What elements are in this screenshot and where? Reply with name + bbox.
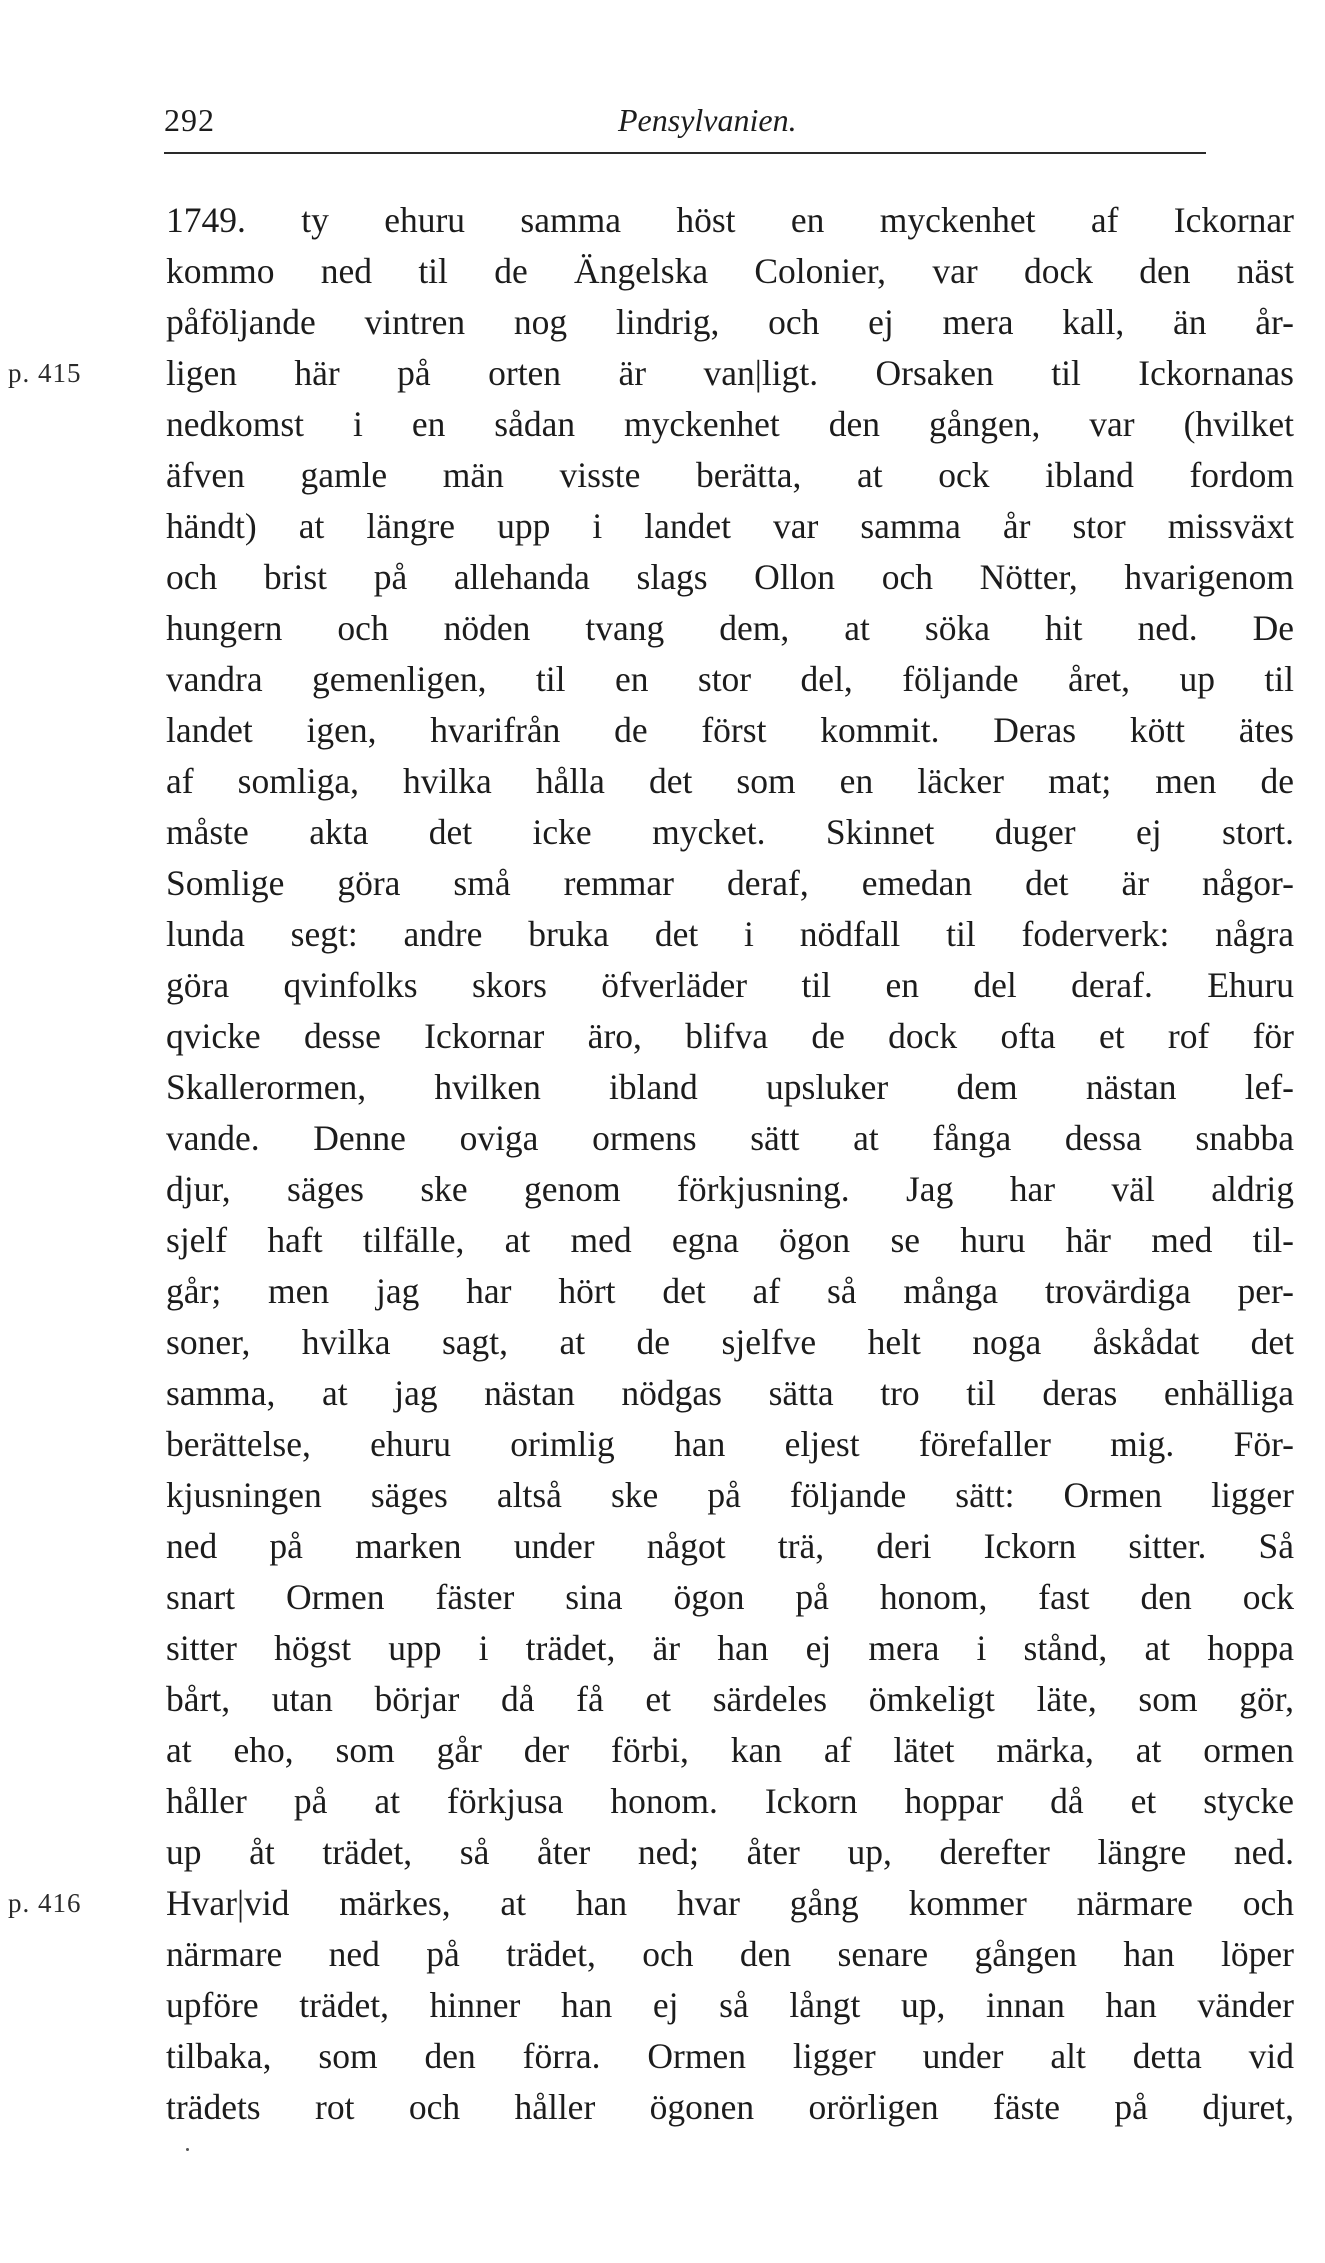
text-line: håller på at förkjusa honom. Ickorn hoppar då et stycke	[166, 1781, 1294, 1821]
text-line: landet igen, hvarifrån de först kommit. Deras kött ätes	[166, 710, 1294, 750]
text-line: snart Ormen fäster sina ögon på honom, fast den ock	[166, 1577, 1294, 1617]
running-head	[164, 102, 1206, 146]
text-line: vande. Denne oviga ormens sätt at fånga dessa snabba	[166, 1118, 1294, 1158]
text-line: sitter högst upp i trädet, är han ej mera i stånd, at hoppa	[166, 1628, 1294, 1668]
margin-note-p415: p. 415	[8, 358, 82, 388]
text-line: Skallerormen, hvilken ibland upsluker dem nästan lef-	[166, 1067, 1294, 1107]
text-line: nedkomst i en sådan myckenhet den gången, var (hvilket	[166, 404, 1294, 444]
text-line: göra qvinfolks skors öfverläder til en del deraf. Ehuru	[166, 965, 1294, 1005]
header-rule	[164, 152, 1206, 154]
margin-note-p416: p. 416	[8, 1888, 82, 1918]
text-line: äfven gamle män visste berätta, at ock ibland fordom	[166, 455, 1294, 495]
text-line: up åt trädet, så åter ned; åter up, derefter längre ned.	[166, 1832, 1294, 1872]
running-title: Pensylvanien.	[618, 102, 797, 138]
text-line: 1749. ty ehuru samma höst en myckenhet af Ickornar	[166, 200, 1294, 240]
text-line-with-margin-note	[8, 348, 1294, 399]
text-line: kommo ned til de Ängelska Colonier, var dock den näst	[166, 251, 1294, 291]
text-line: hungern och nöden tvang dem, at söka hit ned. De	[166, 608, 1294, 648]
text-line: kjusningen säges altså ske på följande sätt: Ormen ligger	[166, 1475, 1294, 1515]
text-line: Somlige göra små remmar deraf, emedan det är någor-	[166, 863, 1294, 903]
text-line: lunda segt: andre bruka det i nödfall til foderverk: några	[166, 914, 1294, 954]
text-line: djur, säges ske genom förkjusning. Jag har väl aldrig	[166, 1169, 1294, 1209]
text-line: närmare ned på trädet, och den senare gången han löper	[166, 1934, 1294, 1974]
text-line: sjelf haft tilfälle, at med egna ögon se huru här med til-	[166, 1220, 1294, 1260]
text-line: tilbaka, som den förra. Ormen ligger under alt detta vid	[166, 2036, 1294, 2076]
text-line: soner, hvilka sagt, at de sjelfve helt noga åskådat det	[166, 1322, 1294, 1362]
text-line: går; men jag har hört det af så många trovärdiga per-	[166, 1271, 1294, 1311]
text-line: påföljande vintren nog lindrig, och ej mera kall, än år-	[166, 302, 1294, 342]
text-line-with-margin-note	[8, 1878, 1294, 1929]
text-line: och brist på allehanda slags Ollon och Nötter, hvarigenom	[166, 557, 1294, 597]
text-line: händt) at längre upp i landet var samma år stor missväxt	[166, 506, 1294, 546]
text-line: samma, at jag nästan nödgas sätta tro til deras enhälliga	[166, 1373, 1294, 1413]
body-text	[8, 195, 1294, 2133]
text-line-content: ligen här på orten är van|ligt. Orsaken til Ickornanas	[166, 353, 1294, 393]
text-line: bårt, utan börjar då få et särdeles ömkeligt läte, som gör,	[166, 1679, 1294, 1719]
text-line: upföre trädet, hinner han ej så långt up, innan han vänder	[166, 1985, 1294, 2025]
text-line: vandra gemenligen, til en stor del, följande året, up til	[166, 659, 1294, 699]
print-speck	[186, 2148, 189, 2151]
text-line: måste akta det icke mycket. Skinnet duger ej stort.	[166, 812, 1294, 852]
text-line-content: Hvar|vid märkes, at han hvar gång kommer närmare och	[166, 1883, 1294, 1923]
text-line: trädets rot och håller ögonen orörligen fäste på djuret,	[166, 2087, 1294, 2127]
text-line: qvicke desse Ickornar äro, blifva de dock ofta et rof för	[166, 1016, 1294, 1056]
text-line: af somliga, hvilka hålla det som en läcker mat; men de	[166, 761, 1294, 801]
text-line: ned på marken under något trä, deri Ickorn sitter. Så	[166, 1526, 1294, 1566]
page-number: 292	[164, 102, 215, 138]
text-line: at eho, som går der förbi, kan af lätet märka, at ormen	[166, 1730, 1294, 1770]
text-line: berättelse, ehuru orimlig han eljest förefaller mig. För-	[166, 1424, 1294, 1464]
